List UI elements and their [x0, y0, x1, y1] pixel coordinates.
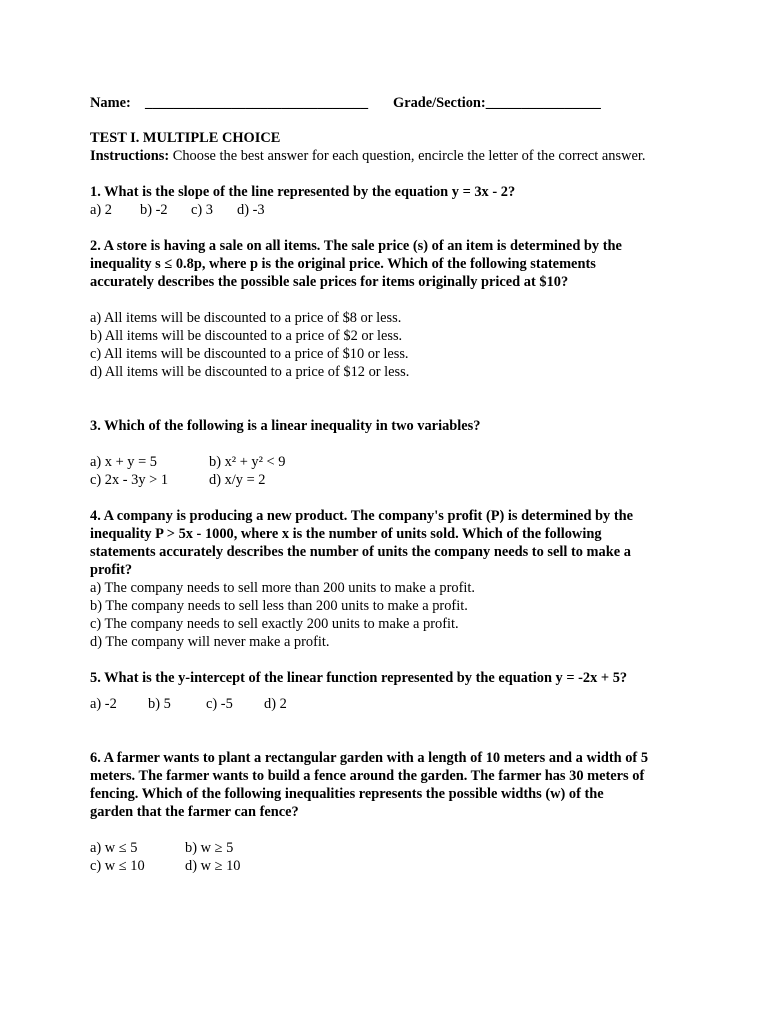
question-6-line-3: fencing. Which of the following inequalities represents the possible widths (w) of the [90, 786, 604, 802]
question-6-line-1: 6. A farmer wants to plant a rectangular garden with a length of 10 meters and a width of 5 [90, 750, 649, 766]
q5-option-a: a) -2 [90, 696, 117, 712]
q4-option-a: a) The company needs to sell more than 200 units to make a profit. [90, 580, 475, 596]
q6-option-d: d) w ≥ 10 [185, 858, 241, 874]
question-6-options-row-1 [90, 839, 690, 857]
question-6-options-row-2 [90, 857, 690, 875]
question-4-line-4: profit? [90, 562, 133, 578]
q1-option-b: b) -2 [140, 202, 168, 218]
student-info-header [90, 94, 690, 112]
q4-option-c: c) The company needs to sell exactly 200 units to make a profit. [90, 616, 459, 632]
test-title: TEST I. MULTIPLE CHOICE [90, 130, 281, 146]
q6-option-c: c) w ≤ 10 [90, 858, 145, 874]
question-1-options [90, 201, 690, 219]
q5-option-b: b) 5 [148, 696, 171, 712]
q3-option-d: d) x/y = 2 [209, 472, 266, 488]
question-6-line-2: meters. The farmer wants to build a fence around the garden. The farmer has 30 meters of [90, 768, 645, 784]
q1-option-d: d) -3 [237, 202, 265, 218]
q3-option-c: c) 2x - 3y > 1 [90, 472, 169, 488]
question-4-line-1: 4. A company is producing a new product. The company's profit (P) is determined by the [90, 508, 634, 524]
q2-option-c: c) All items will be discounted to a price of $10 or less. [90, 346, 409, 362]
instructions-label: Instructions: [90, 148, 170, 164]
question-5-options [90, 695, 690, 713]
question-2-line-2: inequality s ≤ 0.8p, where p is the original price. Which of the following statements [90, 256, 596, 272]
question-3-options-row-2 [90, 471, 690, 489]
question-5-text: 5. What is the y-intercept of the linear function represented by the equation y = -2x + 5? [90, 670, 628, 686]
instructions [90, 147, 690, 165]
question-3-options-row-1 [90, 453, 690, 471]
grade-section-label: Grade/Section:________________ [393, 95, 601, 111]
question-3-text: 3. Which of the following is a linear inequality in two variables? [90, 418, 481, 434]
question-6-line-4: garden that the farmer can fence? [90, 804, 299, 820]
q5-option-c: c) -5 [206, 696, 233, 712]
q1-option-a: a) 2 [90, 202, 112, 218]
name-label: Name: [90, 95, 131, 111]
question-4-line-2: inequality P > 5x - 1000, where x is the number of units sold. Which of the following [90, 526, 602, 542]
question-2-line-1: 2. A store is having a sale on all items. The sale price (s) of an item is determined by the [90, 238, 622, 254]
q2-option-d: d) All items will be discounted to a price of $12 or less. [90, 364, 410, 380]
q2-option-b: b) All items will be discounted to a price of $2 or less. [90, 328, 403, 344]
q1-option-c: c) 3 [191, 202, 213, 218]
q4-option-d: d) The company will never make a profit. [90, 634, 330, 650]
name-blank-line: _______________________________ [145, 95, 369, 111]
question-1-text: 1. What is the slope of the line represented by the equation y = 3x - 2? [90, 184, 516, 200]
question-2-line-3: accurately describes the possible sale prices for items originally priced at $10? [90, 274, 569, 290]
q4-option-b: b) The company needs to sell less than 200 units to make a profit. [90, 598, 468, 614]
q2-option-a: a) All items will be discounted to a price of $8 or less. [90, 310, 402, 326]
worksheet-page [90, 94, 690, 875]
q3-option-a: a) x + y = 5 [90, 454, 157, 470]
q3-option-b: b) x² + y² < 9 [209, 454, 286, 470]
q6-option-a: a) w ≤ 5 [90, 840, 138, 856]
instructions-text: Choose the best answer for each question, encircle the letter of the correct answer. [169, 148, 646, 164]
q5-option-d: d) 2 [264, 696, 287, 712]
q6-option-b: b) w ≥ 5 [185, 840, 234, 856]
question-4-line-3: statements accurately describes the number of units the company needs to sell to make a [90, 544, 631, 560]
